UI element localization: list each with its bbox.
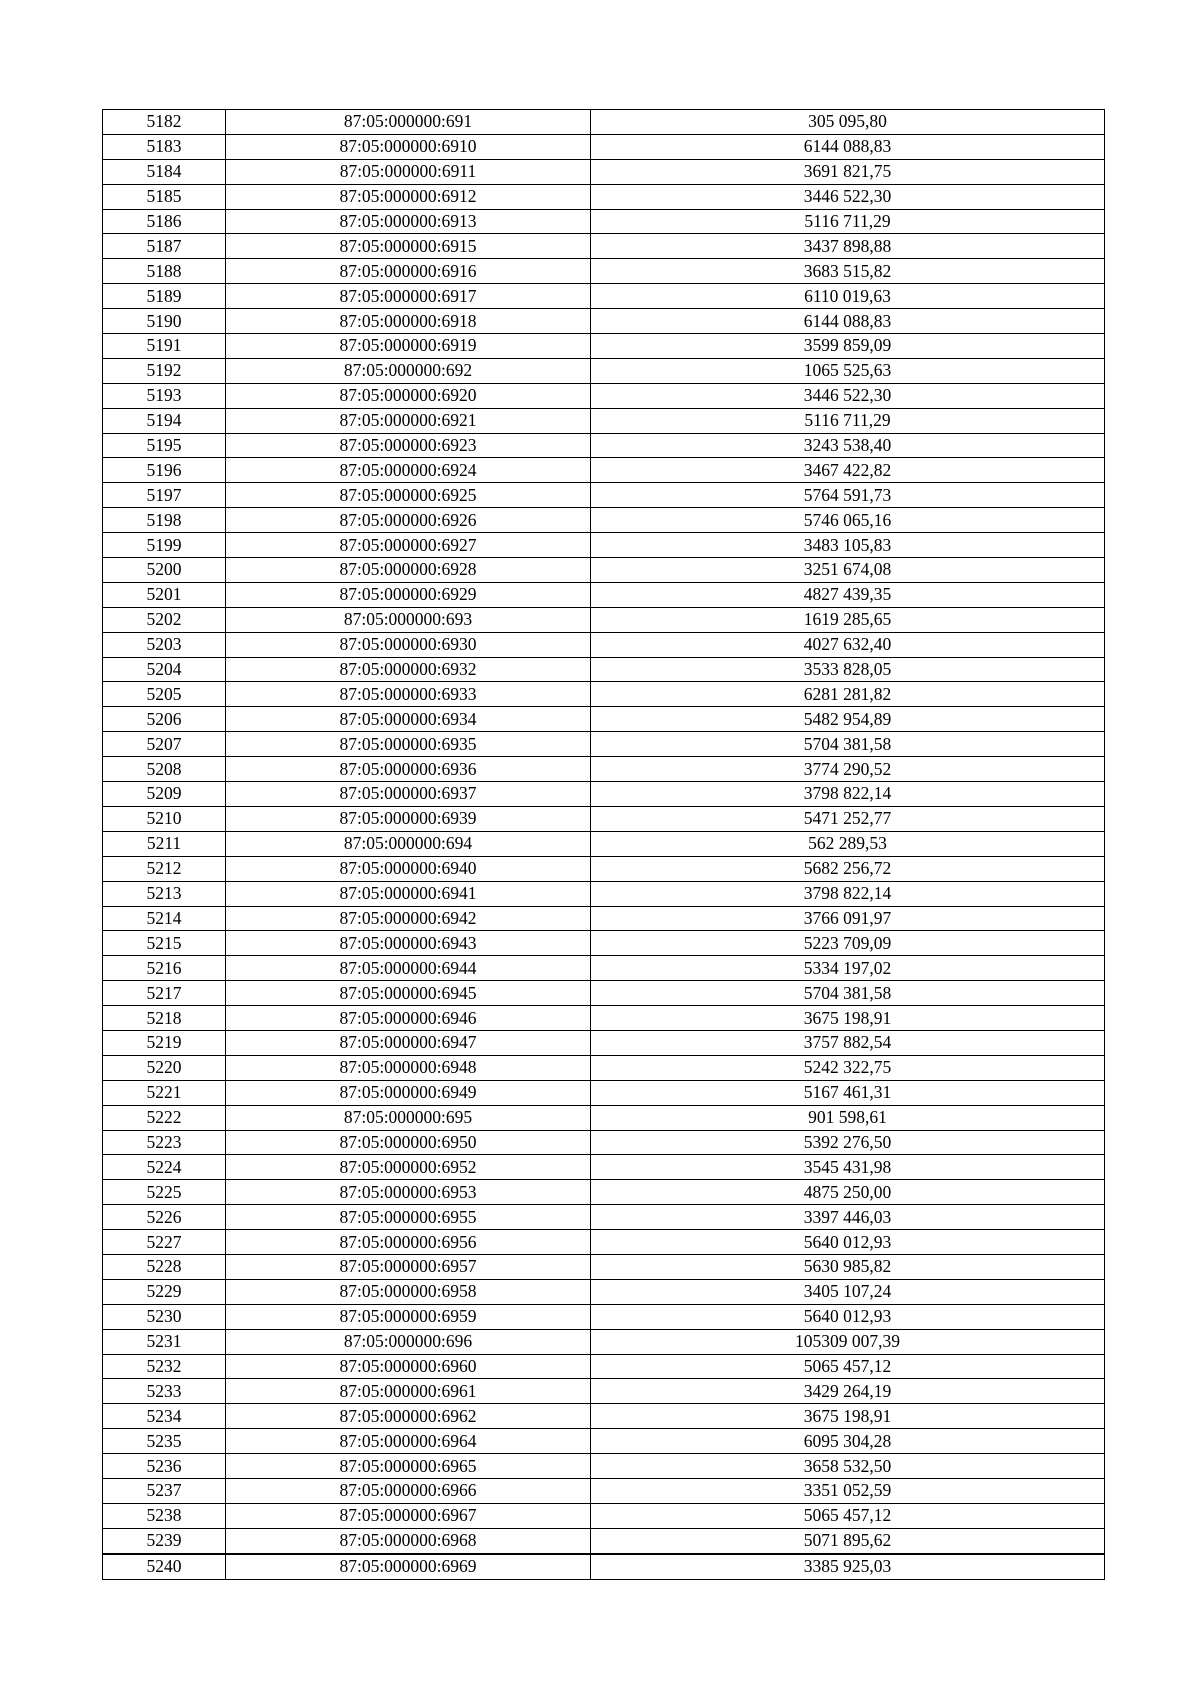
row-number-cell: 5238 [103, 1503, 226, 1528]
cadastral-number-cell: 87:05:000000:6924 [226, 458, 591, 483]
row-number-cell: 5190 [103, 309, 226, 334]
cadastral-value-cell: 5065 457,12 [591, 1503, 1105, 1528]
cadastral-number-cell: 87:05:000000:692 [226, 358, 591, 383]
row-number-cell: 5218 [103, 1006, 226, 1031]
row-number-cell: 5213 [103, 881, 226, 906]
table-row [103, 408, 1105, 433]
cadastral-value-cell: 3757 882,54 [591, 1030, 1105, 1055]
cadastral-value-cell: 5334 197,02 [591, 956, 1105, 981]
table-row [103, 906, 1105, 931]
cadastral-number-cell: 87:05:000000:6934 [226, 707, 591, 732]
row-number-cell: 5191 [103, 334, 226, 359]
cadastral-value-cell: 3599 859,09 [591, 334, 1105, 359]
cadastral-number-cell: 87:05:000000:693 [226, 607, 591, 632]
row-number-cell: 5209 [103, 782, 226, 807]
cadastral-value-cell: 3385 925,03 [591, 1554, 1105, 1579]
table-row [103, 483, 1105, 508]
cadastral-value-cell: 5242 322,75 [591, 1055, 1105, 1080]
table-row [103, 632, 1105, 657]
cadastral-value-cell: 5471 252,77 [591, 806, 1105, 831]
cadastral-value-cell: 3446 522,30 [591, 383, 1105, 408]
cadastral-number-cell: 87:05:000000:6927 [226, 533, 591, 558]
table-row [103, 582, 1105, 607]
table-row [103, 881, 1105, 906]
cadastral-value-cell: 5704 381,58 [591, 981, 1105, 1006]
cadastral-value-cell: 5223 709,09 [591, 931, 1105, 956]
row-number-cell: 5234 [103, 1404, 226, 1429]
cadastral-number-cell: 87:05:000000:6918 [226, 309, 591, 334]
cadastral-number-cell: 87:05:000000:6966 [226, 1478, 591, 1503]
row-number-cell: 5186 [103, 209, 226, 234]
cadastral-number-cell: 87:05:000000:6948 [226, 1055, 591, 1080]
table-row [103, 458, 1105, 483]
cadastral-number-cell: 87:05:000000:6969 [226, 1554, 591, 1579]
row-number-cell: 5204 [103, 657, 226, 682]
table-row [103, 309, 1105, 334]
table-row [103, 1105, 1105, 1130]
row-number-cell: 5215 [103, 931, 226, 956]
cadastral-number-cell: 87:05:000000:6965 [226, 1454, 591, 1479]
cadastral-number-cell: 87:05:000000:6911 [226, 159, 591, 184]
cadastral-number-cell: 87:05:000000:6958 [226, 1279, 591, 1304]
table-row [103, 558, 1105, 583]
table-row [103, 134, 1105, 159]
cadastral-number-cell: 87:05:000000:6921 [226, 408, 591, 433]
table-row [103, 1354, 1105, 1379]
table-row [103, 657, 1105, 682]
row-number-cell: 5205 [103, 682, 226, 707]
row-number-cell: 5203 [103, 632, 226, 657]
table-row [103, 607, 1105, 632]
cadastral-value-cell: 5746 065,16 [591, 508, 1105, 533]
row-number-cell: 5188 [103, 259, 226, 284]
cadastral-value-cell: 901 598,61 [591, 1105, 1105, 1130]
cadastral-value-cell: 5764 591,73 [591, 483, 1105, 508]
table-row [103, 1205, 1105, 1230]
row-number-cell: 5235 [103, 1429, 226, 1454]
row-number-cell: 5227 [103, 1230, 226, 1255]
row-number-cell: 5199 [103, 533, 226, 558]
cadastral-value-cell: 6110 019,63 [591, 284, 1105, 309]
row-number-cell: 5232 [103, 1354, 226, 1379]
cadastral-number-cell: 87:05:000000:6929 [226, 582, 591, 607]
table-row [103, 707, 1105, 732]
cadastral-number-cell: 87:05:000000:6944 [226, 956, 591, 981]
cadastral-value-cell: 5065 457,12 [591, 1354, 1105, 1379]
cadastral-number-cell: 87:05:000000:694 [226, 831, 591, 856]
row-number-cell: 5219 [103, 1030, 226, 1055]
table-row [103, 856, 1105, 881]
cadastral-value-cell: 6144 088,83 [591, 309, 1105, 334]
table-row [103, 806, 1105, 831]
cadastral-number-cell: 87:05:000000:6923 [226, 433, 591, 458]
row-number-cell: 5184 [103, 159, 226, 184]
cadastral-number-cell: 87:05:000000:6959 [226, 1304, 591, 1329]
cadastral-number-cell: 87:05:000000:696 [226, 1329, 591, 1354]
table-row [103, 1379, 1105, 1404]
table-row [103, 383, 1105, 408]
table-row [103, 1429, 1105, 1454]
row-number-cell: 5225 [103, 1180, 226, 1205]
table-row [103, 981, 1105, 1006]
row-number-cell: 5211 [103, 831, 226, 856]
table-row [103, 1554, 1105, 1579]
cadastral-number-cell: 87:05:000000:6961 [226, 1379, 591, 1404]
cadastral-value-cell: 5116 711,29 [591, 408, 1105, 433]
cadastral-number-cell: 87:05:000000:6937 [226, 782, 591, 807]
cadastral-value-cell: 1065 525,63 [591, 358, 1105, 383]
cadastral-number-cell: 87:05:000000:6967 [226, 1503, 591, 1528]
table-row [103, 1180, 1105, 1205]
cadastral-value-cell: 562 289,53 [591, 831, 1105, 856]
table-row [103, 159, 1105, 184]
cadastral-value-cell: 5640 012,93 [591, 1230, 1105, 1255]
table-row [103, 1503, 1105, 1528]
table-body [103, 110, 1105, 1580]
row-number-cell: 5200 [103, 558, 226, 583]
row-number-cell: 5224 [103, 1155, 226, 1180]
cadastral-number-cell: 87:05:000000:691 [226, 110, 591, 135]
cadastral-value-cell: 5630 985,82 [591, 1254, 1105, 1279]
row-number-cell: 5221 [103, 1080, 226, 1105]
cadastral-value-cell: 3351 052,59 [591, 1478, 1105, 1503]
table-row [103, 682, 1105, 707]
cadastral-value-cell: 5116 711,29 [591, 209, 1105, 234]
row-number-cell: 5233 [103, 1379, 226, 1404]
row-number-cell: 5229 [103, 1279, 226, 1304]
cadastral-number-cell: 87:05:000000:6952 [226, 1155, 591, 1180]
cadastral-value-cell: 3766 091,97 [591, 906, 1105, 931]
table-row [103, 259, 1105, 284]
row-number-cell: 5192 [103, 358, 226, 383]
row-number-cell: 5198 [103, 508, 226, 533]
cadastral-value-cell: 305 095,80 [591, 110, 1105, 135]
cadastral-value-cell: 3675 198,91 [591, 1006, 1105, 1031]
cadastral-value-cell: 3429 264,19 [591, 1379, 1105, 1404]
row-number-cell: 5226 [103, 1205, 226, 1230]
cadastral-number-cell: 87:05:000000:6935 [226, 732, 591, 757]
cadastral-number-cell: 87:05:000000:6968 [226, 1528, 591, 1553]
table-row [103, 1006, 1105, 1031]
cadastral-number-cell: 87:05:000000:6910 [226, 134, 591, 159]
cadastral-value-cell: 3683 515,82 [591, 259, 1105, 284]
table-row [103, 1329, 1105, 1354]
cadastral-value-cell: 3798 822,14 [591, 782, 1105, 807]
cadastral-number-cell: 87:05:000000:6915 [226, 234, 591, 259]
cadastral-number-cell: 87:05:000000:6932 [226, 657, 591, 682]
cadastral-number-cell: 87:05:000000:6943 [226, 931, 591, 956]
table-row [103, 1055, 1105, 1080]
cadastral-value-cell: 6144 088,83 [591, 134, 1105, 159]
cadastral-value-cell: 4875 250,00 [591, 1180, 1105, 1205]
cadastral-value-cell: 5071 895,62 [591, 1528, 1105, 1553]
table-row [103, 334, 1105, 359]
row-number-cell: 5223 [103, 1130, 226, 1155]
table-row [103, 1454, 1105, 1479]
cadastral-value-cell: 5482 954,89 [591, 707, 1105, 732]
table-row [103, 358, 1105, 383]
cadastral-value-cell: 3545 431,98 [591, 1155, 1105, 1180]
row-number-cell: 5189 [103, 284, 226, 309]
row-number-cell: 5202 [103, 607, 226, 632]
cadastral-value-cell: 3251 674,08 [591, 558, 1105, 583]
row-number-cell: 5185 [103, 184, 226, 209]
row-number-cell: 5197 [103, 483, 226, 508]
row-number-cell: 5214 [103, 906, 226, 931]
cadastral-number-cell: 87:05:000000:6933 [226, 682, 591, 707]
row-number-cell: 5230 [103, 1304, 226, 1329]
cadastral-value-cell: 1619 285,65 [591, 607, 1105, 632]
cadastral-value-cell: 5640 012,93 [591, 1304, 1105, 1329]
table-row [103, 209, 1105, 234]
cadastral-value-cell: 3397 446,03 [591, 1205, 1105, 1230]
row-number-cell: 5182 [103, 110, 226, 135]
row-number-cell: 5228 [103, 1254, 226, 1279]
table-row [103, 831, 1105, 856]
row-number-cell: 5231 [103, 1329, 226, 1354]
row-number-cell: 5208 [103, 757, 226, 782]
row-number-cell: 5196 [103, 458, 226, 483]
cadastral-number-cell: 87:05:000000:6946 [226, 1006, 591, 1031]
row-number-cell: 5220 [103, 1055, 226, 1080]
cadastral-number-cell: 87:05:000000:6949 [226, 1080, 591, 1105]
cadastral-value-cell: 3675 198,91 [591, 1404, 1105, 1429]
cadastral-value-cell: 3658 532,50 [591, 1454, 1105, 1479]
cadastral-value-cell: 5392 276,50 [591, 1130, 1105, 1155]
cadastral-number-cell: 87:05:000000:6912 [226, 184, 591, 209]
table-row [103, 732, 1105, 757]
table-row [103, 956, 1105, 981]
cadastral-number-cell: 87:05:000000:6945 [226, 981, 591, 1006]
row-number-cell: 5237 [103, 1478, 226, 1503]
table-row [103, 782, 1105, 807]
table-row [103, 1304, 1105, 1329]
cadastral-value-cell: 5704 381,58 [591, 732, 1105, 757]
row-number-cell: 5193 [103, 383, 226, 408]
table-row [103, 931, 1105, 956]
cadastral-number-cell: 87:05:000000:6942 [226, 906, 591, 931]
table-row [103, 234, 1105, 259]
cadastral-value-cell: 105309 007,39 [591, 1329, 1105, 1354]
row-number-cell: 5212 [103, 856, 226, 881]
cadastral-number-cell: 87:05:000000:6919 [226, 334, 591, 359]
cadastral-value-cell: 3533 828,05 [591, 657, 1105, 682]
row-number-cell: 5222 [103, 1105, 226, 1130]
cadastral-value-cell: 3446 522,30 [591, 184, 1105, 209]
cadastral-value-cell: 6281 281,82 [591, 682, 1105, 707]
cadastral-number-cell: 87:05:000000:6964 [226, 1429, 591, 1454]
cadastral-value-cell: 3405 107,24 [591, 1279, 1105, 1304]
cadastral-number-cell: 87:05:000000:6957 [226, 1254, 591, 1279]
table-row [103, 110, 1105, 135]
row-number-cell: 5236 [103, 1454, 226, 1479]
row-number-cell: 5201 [103, 582, 226, 607]
cadastral-number-cell: 87:05:000000:6939 [226, 806, 591, 831]
row-number-cell: 5207 [103, 732, 226, 757]
cadastral-number-cell: 87:05:000000:695 [226, 1105, 591, 1130]
cadastral-value-cell: 3483 105,83 [591, 533, 1105, 558]
cadastral-number-cell: 87:05:000000:6928 [226, 558, 591, 583]
cadastral-value-cell: 3467 422,82 [591, 458, 1105, 483]
table-row [103, 1080, 1105, 1105]
row-number-cell: 5216 [103, 956, 226, 981]
cadastral-value-cell: 4827 439,35 [591, 582, 1105, 607]
cadastral-value-cell: 3691 821,75 [591, 159, 1105, 184]
table-row [103, 433, 1105, 458]
row-number-cell: 5206 [103, 707, 226, 732]
table-row [103, 1030, 1105, 1055]
cadastral-number-cell: 87:05:000000:6940 [226, 856, 591, 881]
table-row [103, 1130, 1105, 1155]
cadastral-number-cell: 87:05:000000:6947 [226, 1030, 591, 1055]
table-row [103, 184, 1105, 209]
table-row [103, 533, 1105, 558]
cadastral-value-cell: 3774 290,52 [591, 757, 1105, 782]
table-row [103, 1279, 1105, 1304]
cadastral-number-cell: 87:05:000000:6926 [226, 508, 591, 533]
table-row [103, 1478, 1105, 1503]
table-row [103, 1155, 1105, 1180]
row-number-cell: 5187 [103, 234, 226, 259]
row-number-cell: 5194 [103, 408, 226, 433]
cadastral-number-cell: 87:05:000000:6962 [226, 1404, 591, 1429]
cadastral-number-cell: 87:05:000000:6941 [226, 881, 591, 906]
cadastral-value-cell: 4027 632,40 [591, 632, 1105, 657]
cadastral-number-cell: 87:05:000000:6917 [226, 284, 591, 309]
cadastral-number-cell: 87:05:000000:6936 [226, 757, 591, 782]
cadastral-number-cell: 87:05:000000:6953 [226, 1180, 591, 1205]
cadastral-number-cell: 87:05:000000:6925 [226, 483, 591, 508]
row-number-cell: 5183 [103, 134, 226, 159]
cadastral-value-cell: 5682 256,72 [591, 856, 1105, 881]
row-number-cell: 5210 [103, 806, 226, 831]
cadastral-number-cell: 87:05:000000:6930 [226, 632, 591, 657]
table-row [103, 757, 1105, 782]
table-row [103, 508, 1105, 533]
cadastral-value-cell: 3798 822,14 [591, 881, 1105, 906]
row-number-cell: 5239 [103, 1528, 226, 1553]
cadastral-value-cell: 3243 538,40 [591, 433, 1105, 458]
cadastral-number-cell: 87:05:000000:6916 [226, 259, 591, 284]
cadastral-number-cell: 87:05:000000:6955 [226, 1205, 591, 1230]
cadastral-number-cell: 87:05:000000:6956 [226, 1230, 591, 1255]
table-row [103, 1528, 1105, 1553]
cadastral-number-cell: 87:05:000000:6920 [226, 383, 591, 408]
cadastral-number-cell: 87:05:000000:6960 [226, 1354, 591, 1379]
row-number-cell: 5217 [103, 981, 226, 1006]
cadastral-number-cell: 87:05:000000:6950 [226, 1130, 591, 1155]
cadastral-value-cell: 5167 461,31 [591, 1080, 1105, 1105]
cadastral-number-cell: 87:05:000000:6913 [226, 209, 591, 234]
table-row [103, 1230, 1105, 1255]
table-row [103, 284, 1105, 309]
cadastral-value-cell: 3437 898,88 [591, 234, 1105, 259]
table-row [103, 1254, 1105, 1279]
cadastral-value-cell: 6095 304,28 [591, 1429, 1105, 1454]
cadastral-value-table [102, 109, 1105, 1580]
row-number-cell: 5240 [103, 1554, 226, 1579]
table-row [103, 1404, 1105, 1429]
row-number-cell: 5195 [103, 433, 226, 458]
